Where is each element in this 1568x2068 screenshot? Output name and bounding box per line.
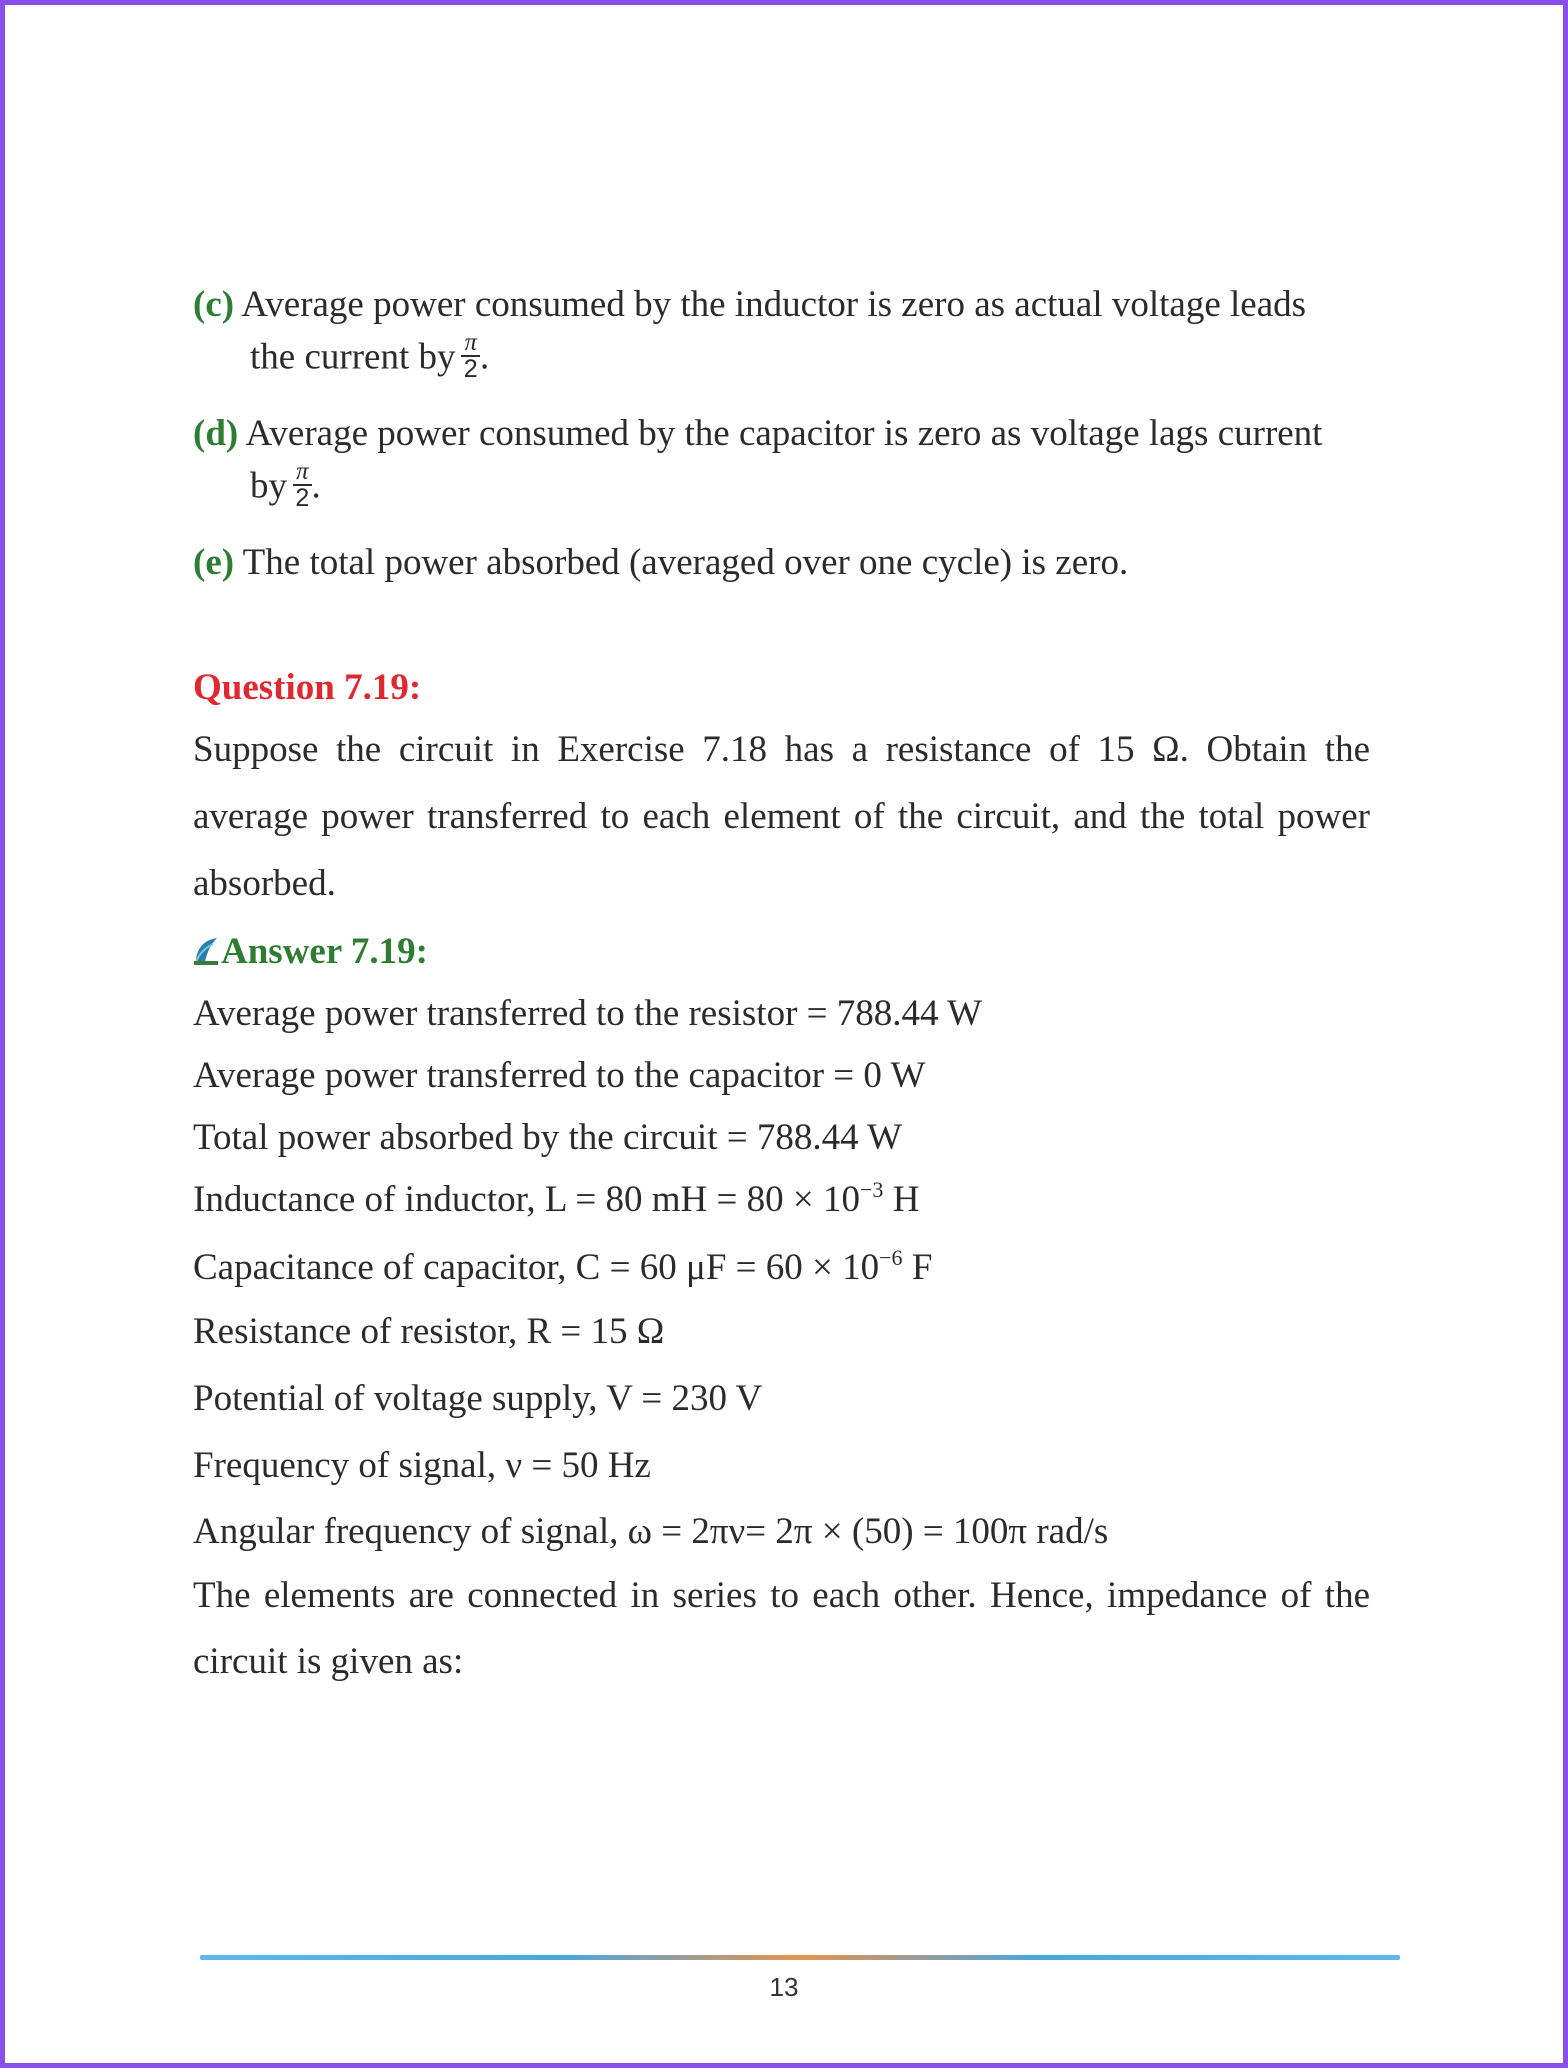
fraction-denominator: 2 <box>463 355 478 383</box>
item-c-label: (c) <box>193 284 235 325</box>
series-line: circuit is given as: <box>193 1641 464 1682</box>
item-d-end: . <box>311 465 321 507</box>
question-line: average power transferred to each element of the circuit, and the total power <box>193 796 1370 837</box>
brand-logo-icon <box>193 936 219 966</box>
item-c-text2: the current by <box>250 336 456 378</box>
fraction-numerator: π <box>293 459 312 486</box>
inductance-unit: H <box>883 1179 920 1220</box>
item-e-text: The total power absorbed (averaged over one cycle) is zero. <box>242 542 1129 583</box>
question-title: Question 7.19: <box>193 667 422 708</box>
fraction-numerator: π <box>461 330 480 357</box>
answer-line: Potential of voltage supply, V = 230 V <box>193 1378 763 1419</box>
item-d-label: (d) <box>193 413 239 454</box>
capacitance-text: Capacitance of capacitor, C = 60 μF = 60 × 10 <box>193 1247 880 1288</box>
item-d-line1 <box>193 412 1322 455</box>
page-number: 13 <box>769 1972 799 2002</box>
item-d-text: Average power consumed by the capacitor is zero as voltage lags current <box>245 413 1323 454</box>
question-line: absorbed. <box>193 863 336 904</box>
inductance-text: Inductance of inductor, L = 80 mH = 80 × 10 <box>193 1179 861 1220</box>
item-d-line2 <box>250 458 321 515</box>
fraction-denominator: 2 <box>295 484 310 512</box>
answer-line: Resistance of resistor, R = 15 Ω <box>193 1311 665 1352</box>
inductance-exponent: −3 <box>860 1177 884 1202</box>
item-e-line1 <box>193 541 1128 584</box>
item-c-line2 <box>250 329 490 386</box>
capacitance-line <box>193 1246 932 1289</box>
item-e-label: (e) <box>193 542 235 583</box>
item-d-text2: by <box>250 465 287 507</box>
answer-line: Total power absorbed by the circuit = 788.44 W <box>193 1117 903 1158</box>
answer-line: Frequency of signal, ν = 50 Hz <box>193 1445 651 1486</box>
answer-line: Average power transferred to the capacitor = 0 W <box>193 1055 926 1096</box>
question-line: Suppose the circuit in Exercise 7.18 has a resistance of 15 Ω. Obtain the <box>193 729 1370 770</box>
item-c-end: . <box>480 336 490 378</box>
item-c-text: Average power consumed by the inductor is zero as actual voltage leads <box>241 284 1307 325</box>
footer-divider <box>200 1955 1400 1960</box>
series-line: The elements are connected in series to each other. Hence, impedance of the <box>193 1575 1370 1616</box>
answer-title: Answer 7.19: <box>221 931 428 972</box>
item-c-line1 <box>193 283 1306 326</box>
pi-over-2-fraction <box>461 330 480 382</box>
answer-line: Angular frequency of signal, ω = 2πν= 2π × (50) = 100π rad/s <box>193 1511 1109 1552</box>
answer-line: Average power transferred to the resistor = 788.44 W <box>193 993 983 1034</box>
pi-over-2-fraction <box>293 459 312 511</box>
inductance-line <box>193 1178 919 1221</box>
capacitance-exponent: −6 <box>879 1245 903 1270</box>
capacitance-unit: F <box>902 1247 933 1288</box>
answer-title-row <box>193 930 428 973</box>
